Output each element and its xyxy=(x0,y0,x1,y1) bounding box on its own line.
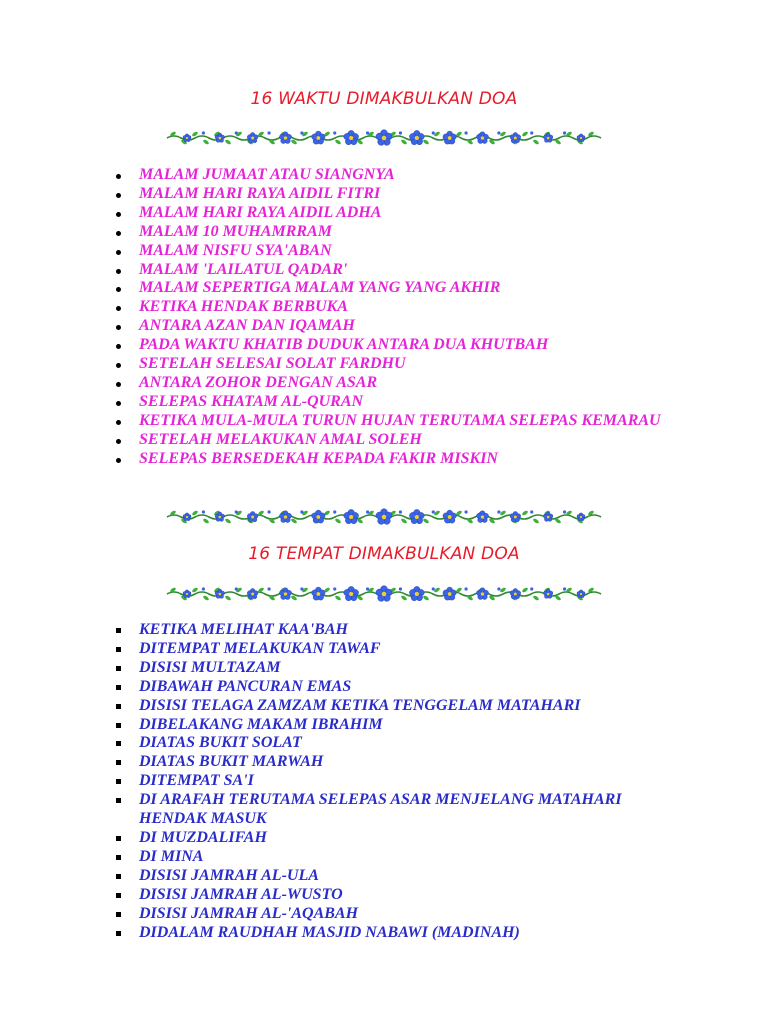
leaf-icon xyxy=(202,139,209,145)
flower-icon xyxy=(376,509,392,525)
leaf-icon xyxy=(334,595,341,601)
tempat-list-item: DITEMPAT MELAKUKAN TAWAF xyxy=(0,640,679,659)
tempat-list-item: DIDALAM RAUDHAH MASJID NABAWI (MADINAH) xyxy=(0,924,679,943)
bud-icon xyxy=(563,131,566,134)
bud-icon xyxy=(366,587,369,590)
waktu-list-item: KETIKA MULA-MULA TURUN HUJAN TERUTAMA SELEPAS KEMARAU xyxy=(0,412,679,431)
leaf-icon xyxy=(422,518,429,524)
waktu-list-item: MALAM HARI RAYA AIDIL FITRI xyxy=(0,185,679,204)
bud-icon xyxy=(464,587,467,590)
flower-icon xyxy=(312,510,325,523)
bud-icon xyxy=(399,587,402,590)
section-title-waktu: 16 WAKTU DIMAKBULKAN DOA xyxy=(250,89,518,109)
tempat-list-item: DISISI MULTAZAM xyxy=(0,659,679,678)
leaf-icon xyxy=(532,595,539,601)
bud-icon xyxy=(432,510,435,513)
bud-icon xyxy=(530,587,533,590)
bud-icon xyxy=(563,587,566,590)
leaf-icon xyxy=(400,518,407,524)
bud-icon xyxy=(563,510,566,513)
bud-icon xyxy=(399,131,402,134)
waktu-list-item: MALAM 10 MUHAMRRAM xyxy=(0,223,679,242)
tempat-list-item: DITEMPAT SA'I xyxy=(0,772,679,791)
leaf-icon xyxy=(224,595,231,601)
flower-icon xyxy=(577,590,585,598)
flower-icon xyxy=(312,587,325,600)
flower-icon xyxy=(376,586,392,602)
bud-icon xyxy=(333,131,336,134)
flower-icon xyxy=(476,511,488,523)
bud-icon xyxy=(235,587,238,590)
waktu-list-item: MALAM 'LAILATUL QADAR' xyxy=(0,261,679,280)
waktu-list-item: SETELAH MELAKUKAN AMAL SOLEH xyxy=(0,431,679,450)
waktu-list-item: MALAM NISFU SYA'ABAN xyxy=(0,242,679,261)
bud-icon xyxy=(267,587,270,590)
floral-vine-divider xyxy=(165,583,603,605)
bud-icon xyxy=(300,587,303,590)
flower-icon xyxy=(409,586,424,600)
leaf-icon xyxy=(422,595,429,601)
bud-icon xyxy=(399,510,402,513)
leaf-icon xyxy=(224,518,231,524)
tempat-list-item: KETIKA MELIHAT KAA'BAH xyxy=(0,621,679,640)
flower-icon xyxy=(443,510,456,523)
tempat-list-item: DIBELAKANG MAKAM IBRAHIM xyxy=(0,716,679,735)
bud-icon xyxy=(366,510,369,513)
flower-icon xyxy=(247,511,258,521)
bud-icon xyxy=(235,131,238,134)
tempat-list-item: DIATAS BUKIT SOLAT xyxy=(0,734,679,753)
bud-icon xyxy=(432,131,435,134)
flower-icon xyxy=(344,509,359,523)
leaf-icon xyxy=(224,139,231,145)
bud-icon xyxy=(202,587,205,590)
tempat-list-item: DI MUZDALIFAH xyxy=(0,829,679,848)
bud-icon xyxy=(464,131,467,134)
floral-vine-divider xyxy=(165,127,603,149)
flower-icon xyxy=(443,587,456,600)
flower-icon xyxy=(510,588,521,598)
flower-icon xyxy=(510,511,521,521)
tempat-list-item: DI MINA xyxy=(0,848,679,867)
waktu-list-item: MALAM JUMAAT ATAU SIANGNYA xyxy=(0,166,679,185)
bud-icon xyxy=(497,510,500,513)
waktu-list-item: PADA WAKTU KHATIB DUDUK ANTARA DUA KHUTBAH xyxy=(0,336,679,355)
flower-icon xyxy=(577,134,585,142)
tempat-list-item: DISISI TELAGA ZAMZAM KETIKA TENGGELAM MATAHARI xyxy=(0,697,679,716)
bud-icon xyxy=(432,587,435,590)
flower-icon xyxy=(476,132,488,144)
bud-icon xyxy=(497,587,500,590)
waktu-list-item: SELEPAS KHATAM AL-QURAN xyxy=(0,393,679,412)
tempat-list-item: DISISI JAMRAH AL-'AQABAH xyxy=(0,905,679,924)
waktu-list-item: SELEPAS BERSEDEKAH KEPADA FAKIR MISKIN xyxy=(0,450,679,469)
waktu-list-item: KETIKA HENDAK BERBUKA xyxy=(0,298,679,317)
flower-icon xyxy=(409,130,424,144)
leaf-icon xyxy=(422,139,429,145)
waktu-list-item: ANTARA AZAN DAN IQAMAH xyxy=(0,317,679,336)
flower-icon xyxy=(443,131,456,144)
bud-icon xyxy=(267,510,270,513)
leaf-icon xyxy=(521,131,528,137)
waktu-list-item: MALAM SEPERTIGA MALAM YANG YANG AKHIR xyxy=(0,279,679,298)
bud-icon xyxy=(300,510,303,513)
bud-icon xyxy=(235,510,238,513)
leaf-icon xyxy=(202,595,209,601)
section-title-tempat: 16 TEMPAT DIMAKBULKAN DOA xyxy=(248,544,520,564)
leaf-icon xyxy=(334,518,341,524)
leaf-icon xyxy=(334,139,341,145)
bud-icon xyxy=(366,131,369,134)
flower-icon xyxy=(183,590,191,598)
flower-icon xyxy=(312,131,325,144)
tempat-list-item: DISISI JAMRAH AL-ULA xyxy=(0,867,679,886)
bud-icon xyxy=(464,510,467,513)
flower-icon xyxy=(344,130,359,144)
flower-icon xyxy=(183,134,191,142)
tempat-list xyxy=(0,621,679,942)
flower-icon xyxy=(577,513,585,521)
tempat-list-item: DI ARAFAH TERUTAMA SELEPAS ASAR MENJELANG MATAHARI HENDAK MASUK xyxy=(0,791,679,829)
waktu-list-item: ANTARA ZOHOR DENGAN ASAR xyxy=(0,374,679,393)
flower-icon xyxy=(247,132,258,142)
flower-icon xyxy=(409,509,424,523)
leaf-icon xyxy=(532,139,539,145)
leaf-icon xyxy=(521,587,528,593)
flower-icon xyxy=(247,588,258,598)
bud-icon xyxy=(202,131,205,134)
bud-icon xyxy=(333,587,336,590)
tempat-list-item: DIATAS BUKIT MARWAH xyxy=(0,753,679,772)
leaf-icon xyxy=(400,139,407,145)
flower-icon xyxy=(376,130,392,146)
bud-icon xyxy=(530,131,533,134)
bud-icon xyxy=(202,510,205,513)
bud-icon xyxy=(530,510,533,513)
bud-icon xyxy=(267,131,270,134)
tempat-list-item: DISISI JAMRAH AL-WUSTO xyxy=(0,886,679,905)
waktu-list xyxy=(0,166,679,469)
bud-icon xyxy=(300,131,303,134)
tempat-list-item: DIBAWAH PANCURAN EMAS xyxy=(0,678,679,697)
waktu-list-item: MALAM HARI RAYA AIDIL ADHA xyxy=(0,204,679,223)
leaf-icon xyxy=(521,510,528,516)
flower-icon xyxy=(476,588,488,600)
flower-icon xyxy=(183,513,191,521)
leaf-icon xyxy=(400,595,407,601)
leaf-icon xyxy=(202,518,209,524)
leaf-icon xyxy=(532,518,539,524)
flower-icon xyxy=(510,132,521,142)
waktu-list-item: SETELAH SELESAI SOLAT FARDHU xyxy=(0,355,679,374)
flower-icon xyxy=(344,586,359,600)
bud-icon xyxy=(497,131,500,134)
floral-vine-divider xyxy=(165,506,603,528)
bud-icon xyxy=(333,510,336,513)
